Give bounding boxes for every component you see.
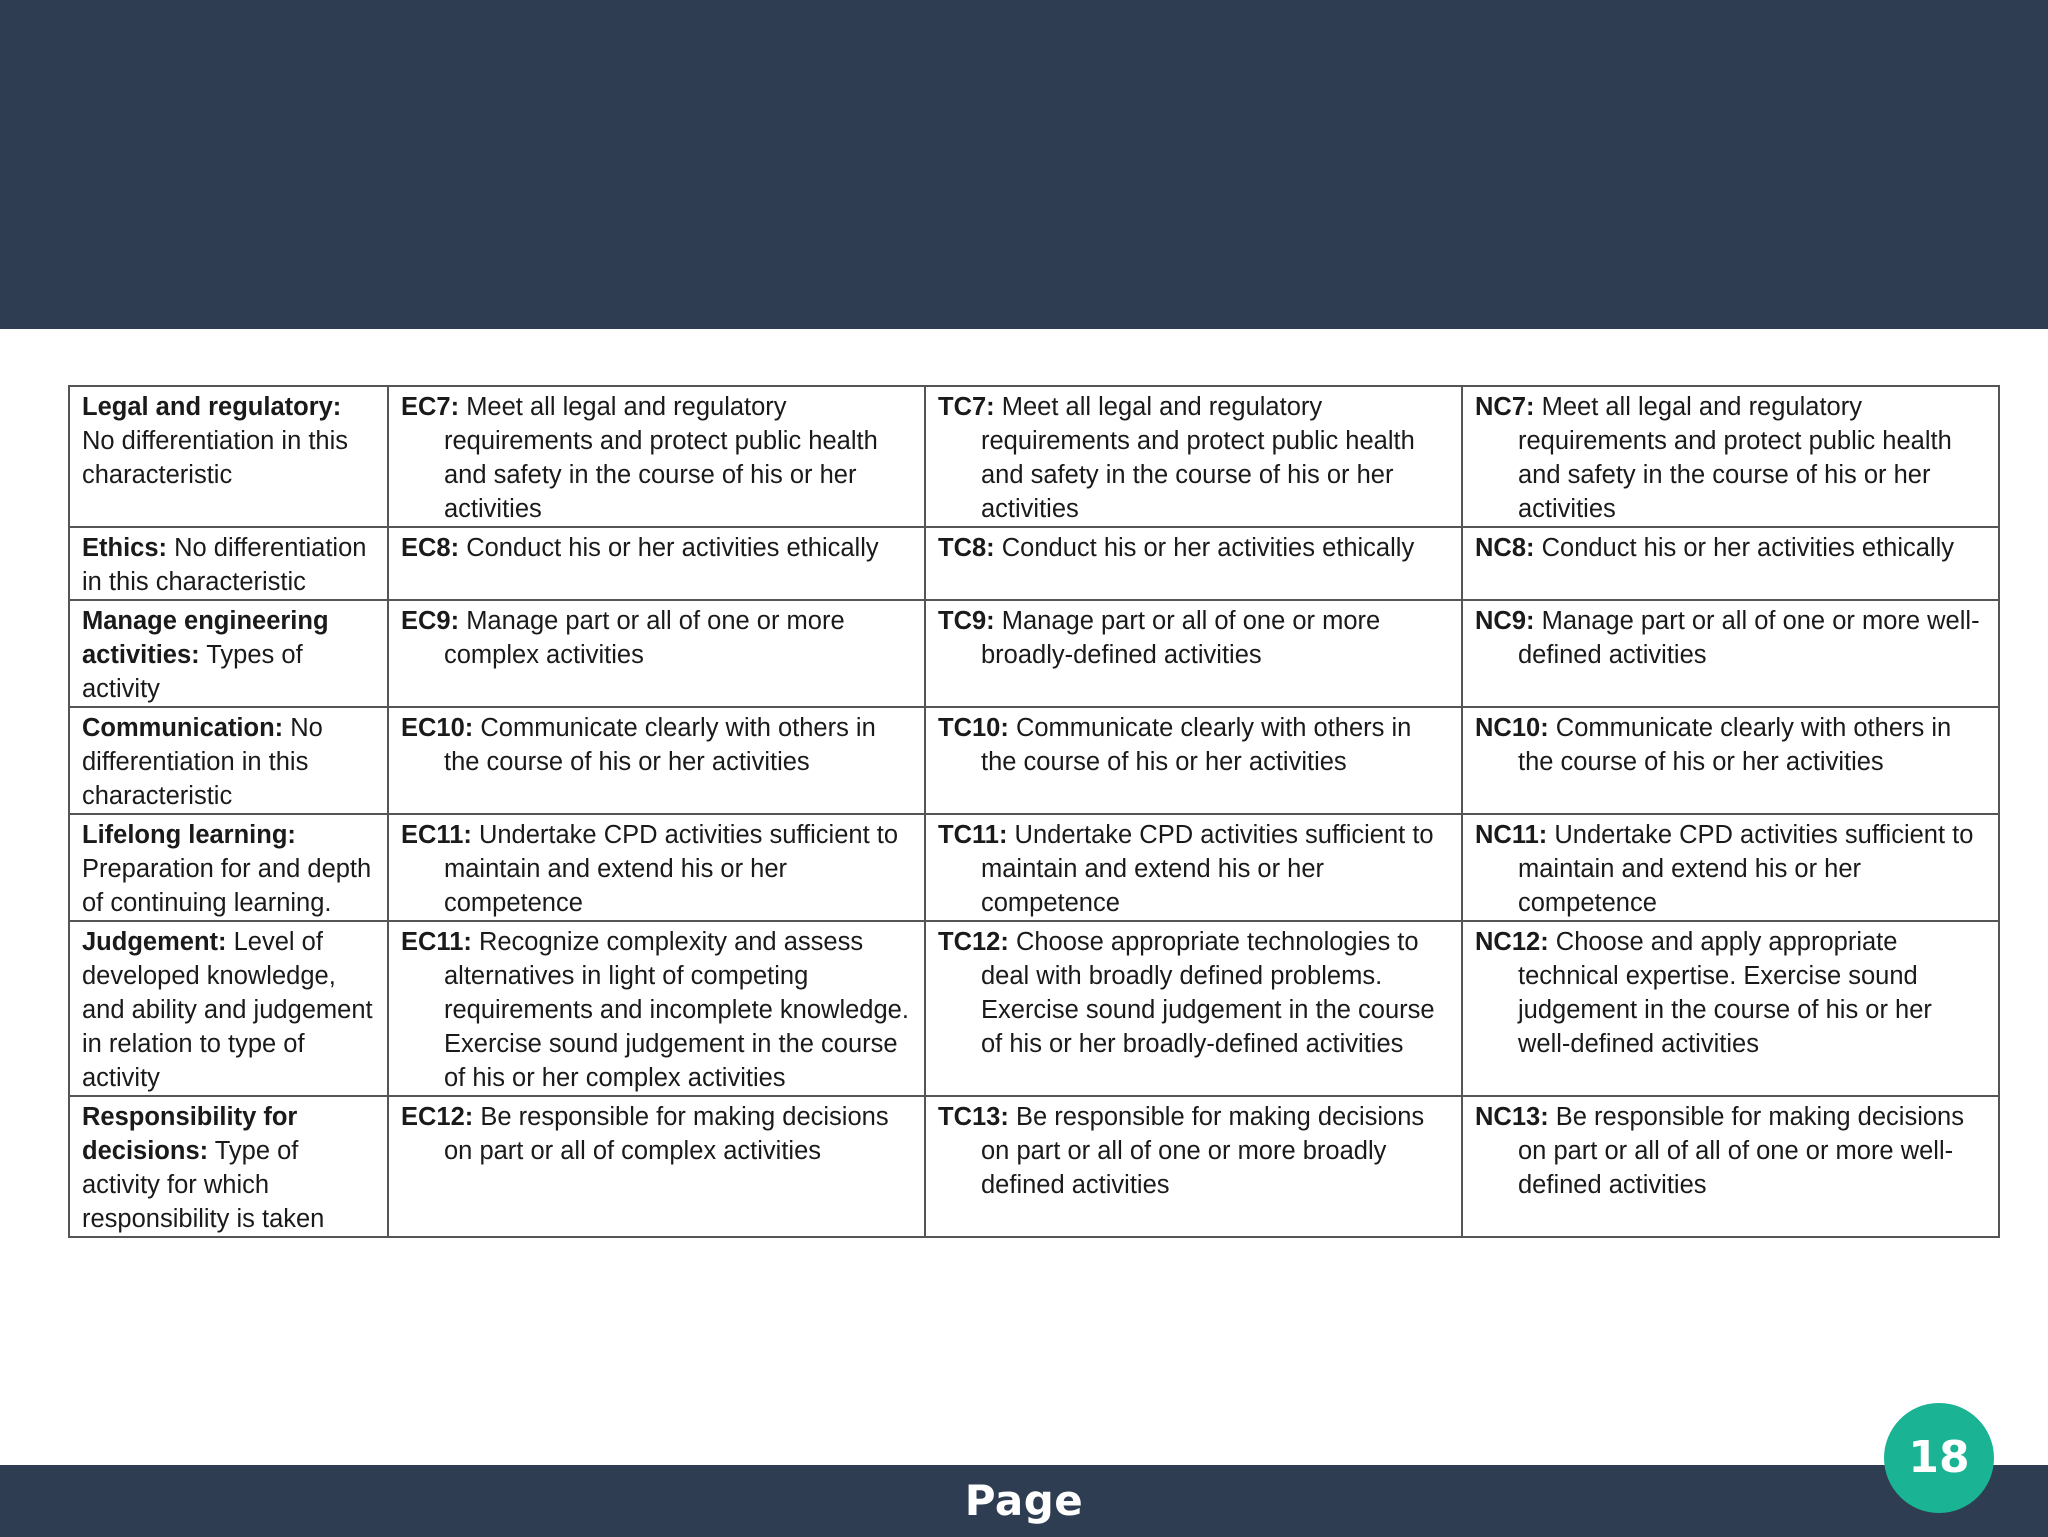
table-row (69, 600, 1999, 707)
attribute-cell: Ethics: No differentiation in this characteristic (69, 527, 388, 600)
tc-cell: TC8: Conduct his or her activities ethically (925, 527, 1462, 600)
nc-cell: NC13: Be responsible for making decisions on part or all of all of one or more well-defined activities (1462, 1096, 1999, 1237)
tc-cell: TC13: Be responsible for making decisions on part or all of one or more broadly defined activities (925, 1096, 1462, 1237)
nc-cell: NC8: Conduct his or her activities ethically (1462, 527, 1999, 600)
ec-cell: EC9: Manage part or all of one or more complex activities (388, 600, 925, 707)
ec-cell: EC11: Recognize complexity and assess alternatives in light of competing requirements and incomplete knowledge. Exercise sound judgement in the course of his or her complex activities (388, 921, 925, 1096)
tc-cell: TC9: Manage part or all of one or more broadly-defined activities (925, 600, 1462, 707)
nc-cell: NC7: Meet all legal and regulatory requirements and protect public health and safety in the course of his or her activities (1462, 386, 1999, 527)
footer-page-label: Page (964, 1476, 1084, 1525)
table-row (69, 707, 1999, 814)
table-row (69, 386, 1999, 527)
table-row (69, 921, 1999, 1096)
outcomes-table-container (68, 385, 1998, 1238)
ec-cell: EC8: Conduct his or her activities ethically (388, 527, 925, 600)
table-row (69, 1096, 1999, 1237)
attribute-cell: Legal and regulatory: No differentiation in this characteristic (69, 386, 388, 527)
outcomes-table (68, 385, 2000, 1238)
nc-cell: NC9: Manage part or all of one or more well-defined activities (1462, 600, 1999, 707)
attribute-cell: Communication: No differentiation in this characteristic (69, 707, 388, 814)
attribute-cell: Responsibility for decisions: Type of activity for which responsibility is taken (69, 1096, 388, 1237)
table-row (69, 527, 1999, 600)
ec-cell: EC10: Communicate clearly with others in the course of his or her activities (388, 707, 925, 814)
tc-cell: TC12: Choose appropriate technologies to deal with broadly defined problems. Exercise sound judgement in the course of his or her broadly-defined activities (925, 921, 1462, 1096)
attribute-cell: Manage engineering activities: Types of activity (69, 600, 388, 707)
ec-cell: EC11: Undertake CPD activities sufficient to maintain and extend his or her competence (388, 814, 925, 921)
ec-cell: EC7: Meet all legal and regulatory requirements and protect public health and safety in the course of his or her activities (388, 386, 925, 527)
nc-cell: NC11: Undertake CPD activities sufficient to maintain and extend his or her competence (1462, 814, 1999, 921)
page-number-badge: 18 (1884, 1403, 1994, 1513)
tc-cell: TC7: Meet all legal and regulatory requirements and protect public health and safety in the course of his or her activities (925, 386, 1462, 527)
table-row (69, 814, 1999, 921)
ec-cell: EC12: Be responsible for making decisions on part or all of complex activities (388, 1096, 925, 1237)
nc-cell: NC12: Choose and apply appropriate technical expertise. Exercise sound judgement in the course of his or her well-defined activities (1462, 921, 1999, 1096)
nc-cell: NC10: Communicate clearly with others in the course of his or her activities (1462, 707, 1999, 814)
header-band (0, 0, 2048, 329)
attribute-cell: Lifelong learning: Preparation for and depth of continuing learning. (69, 814, 388, 921)
tc-cell: TC10: Communicate clearly with others in the course of his or her activities (925, 707, 1462, 814)
tc-cell: TC11: Undertake CPD activities sufficient to maintain and extend his or her competence (925, 814, 1462, 921)
attribute-cell: Judgement: Level of developed knowledge, and ability and judgement in relation to type of activity (69, 921, 388, 1096)
